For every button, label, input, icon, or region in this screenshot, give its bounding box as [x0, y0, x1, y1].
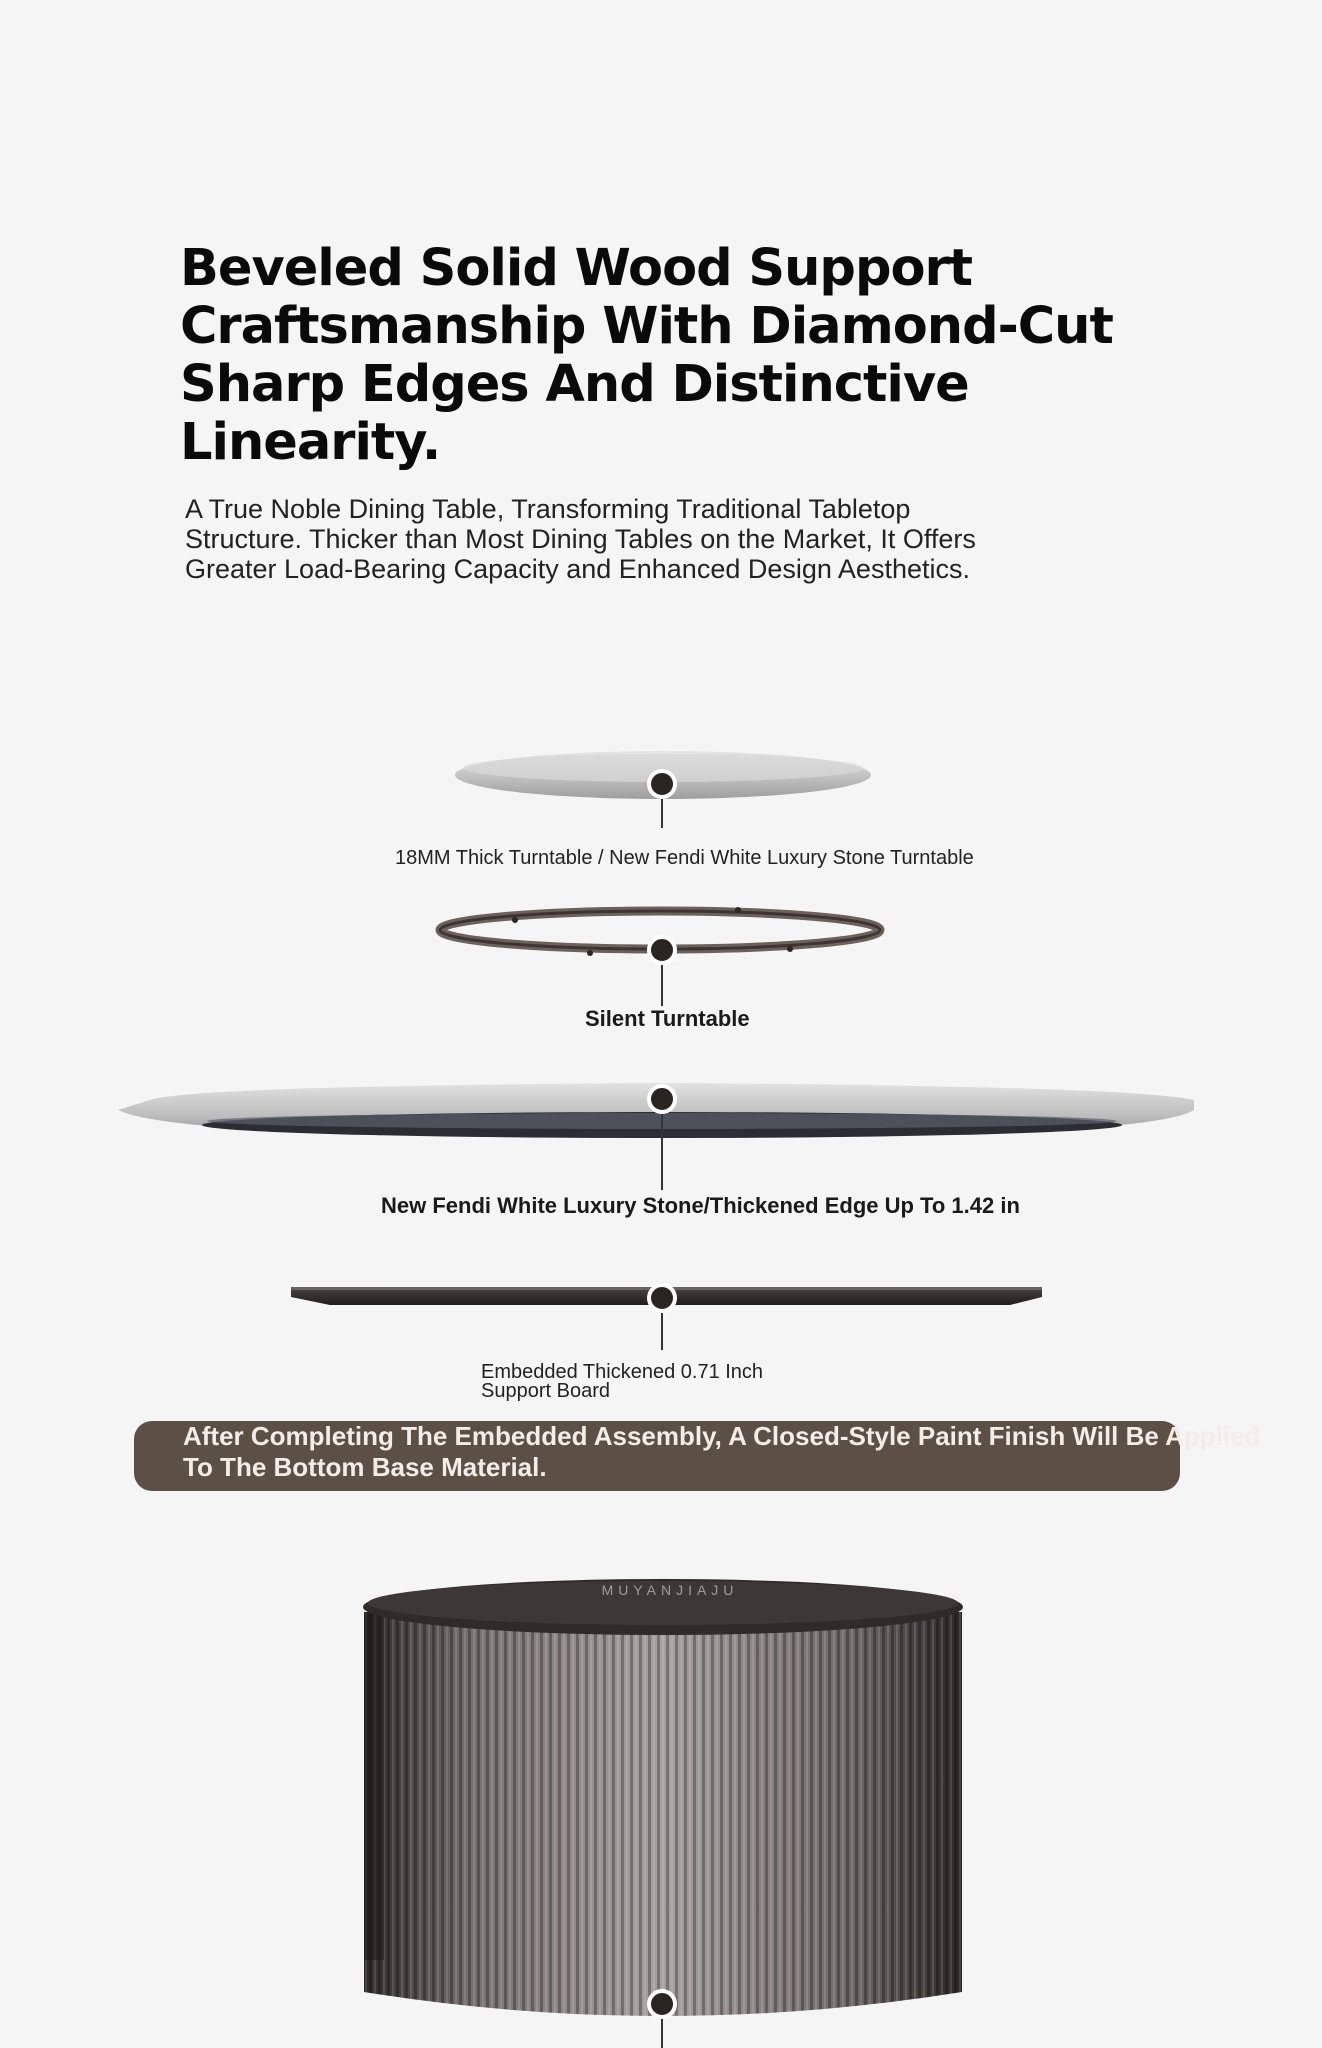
- intro-line-3: Greater Load-Bearing Capacity and Enhanced Design Aesthetics.: [185, 554, 970, 584]
- base-brand-mark: MUYANJIAJU: [601, 1582, 739, 1598]
- support-board-label-line-1: Embedded Thickened 0.71 Inch: [481, 1361, 764, 1383]
- component-label-silent-turntable: Silent Turntable: [585, 1006, 750, 1031]
- marker-2: [649, 937, 675, 963]
- assembly-note-text: [183, 1421, 1313, 1483]
- headline-line-2: Craftsmanship With Diamond-Cut: [180, 297, 1113, 356]
- marker-5: [649, 1991, 675, 2017]
- assembly-note-line-2: To The Bottom Base Material.: [183, 1452, 547, 1482]
- assembly-note-line-1: After Completing The Embedded Assembly, A Closed-Style Paint Finish Will Be Applied: [183, 1421, 1261, 1451]
- component-label-stone-turntable: 18MM Thick Turntable / New Fendi White Luxury Stone Turntable: [395, 847, 974, 869]
- intro-line-1: A True Noble Dining Table, Transforming Traditional Tabletop: [185, 494, 911, 524]
- marker-4: [649, 1285, 675, 1311]
- headline-line-1: Beveled Solid Wood Support: [180, 239, 973, 298]
- component-label-stone-tabletop: New Fendi White Luxury Stone/Thickened Edge Up To 1.42 in: [381, 1193, 1020, 1218]
- component-label-support-board: [481, 1363, 801, 1401]
- marker-1: [649, 771, 675, 797]
- marker-3: [649, 1086, 675, 1112]
- intro-line-2: Structure. Thicker than Most Dining Tables on the Market, It Offers: [185, 524, 976, 554]
- headline-line-3: Sharp Edges And Distinctive Linearity.: [180, 355, 969, 472]
- fluted-base-part: [363, 1579, 963, 2016]
- support-board-label-line-2: Support Board: [481, 1380, 610, 1402]
